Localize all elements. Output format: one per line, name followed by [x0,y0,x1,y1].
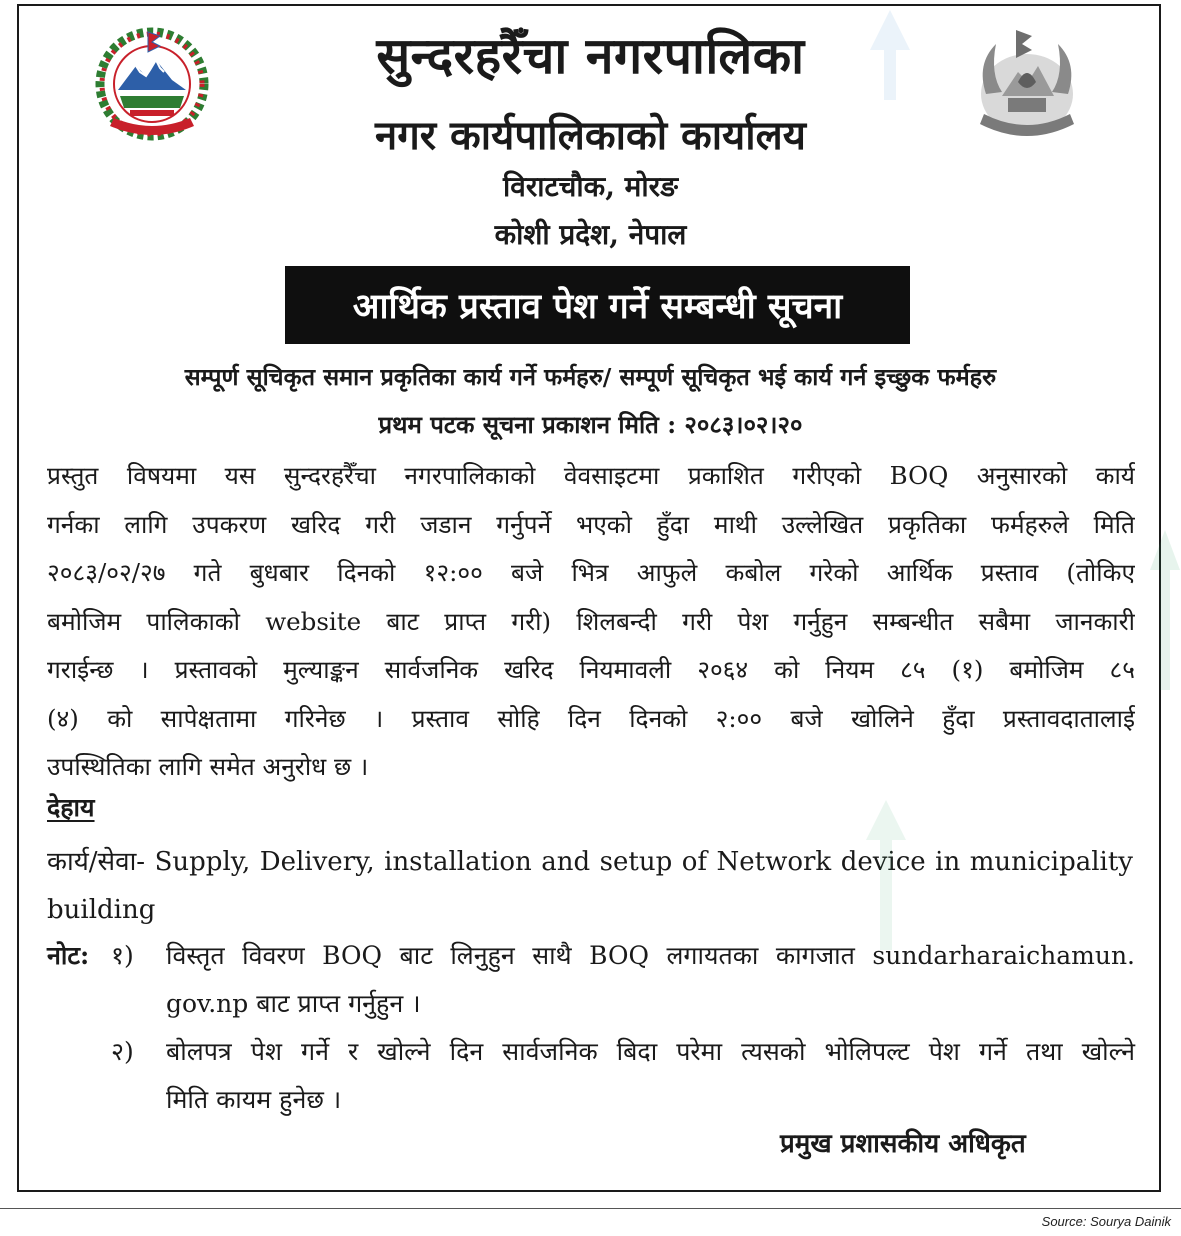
body-line: (४) को सापेक्षतामा गरिनेछ । प्रस्ताव सोहि दिन दिनको २:०० बजे खोलिने हुँदा प्रस्तावदातालाई [47,703,1135,733]
notice-body [47,452,1135,792]
body-line: उपस्थितिका लागि समेत अनुरोध छ । [47,752,369,781]
body-line: गराईन्छ । प्रस्तावको मुल्याङ्कन सार्वजनिक खरिद नियमावली २०६४ को नियम ८५ (१) बमोजिम ८५ [47,655,1135,684]
note-text [166,932,1135,1028]
source-credit: Source: Sourya Dainik [1041,1214,1171,1229]
schedule-heading: देहाय [47,793,95,822]
footer-divider [0,1208,1181,1209]
notes-section [47,932,1135,1124]
note-text [166,1028,1135,1124]
note-line: बोलपत्र पेश गर्ने र खोल्ने दिन सार्वजनिक बिदा परेमा त्यसको भोलिपल्ट पेश गर्ने तथा खोल्ने [166,1037,1135,1066]
municipality-name: सुन्दरहरैँचा नगरपालिका [376,26,805,85]
work-description [47,838,1133,934]
note-number: २) [111,1037,134,1066]
note-number: १) [111,941,134,970]
office-name: नगर कार्यपालिकाको कार्यालय [375,112,806,159]
note-line: विस्तृत विवरण BOQ बाट लिनुहुन साथै BOQ लगायतका कागजात sundarharaichamun. [166,941,1135,970]
notice-title: आर्थिक प्रस्ताव पेश गर्ने सम्बन्धी सूचना [285,266,910,344]
body-line: गर्नका लागि उपकरण खरिद गरी जडान गर्नुपर्ने भएको हुँदा माथी उल्लेखित प्रकृतिका फर्महरुले मिति [47,509,1135,539]
publication-date: प्रथम पटक सूचना प्रकाशन मिति : २०८३।०२।२० [378,410,803,439]
note-line: मिति कायम हुनेछ । [166,1085,342,1114]
address-line-2: कोशी प्रदेश, नेपाल [494,218,687,251]
addressee-line: सम्पूर्ण सूचिकृत समान प्रकृतिका कार्य गर्ने फर्महरु/ सम्पूर्ण सूचिकृत भई कार्य गर्न इच्छुक फर्महरु [184,363,997,391]
body-line: २०८३/०२/२७ गते बुधबार दिनको १२:०० बजे भित्र आफुले कबोल गरेको आर्थिक प्रस्ताव (तोकिए [47,558,1135,587]
work-line: कार्य/सेवा- Supply, Delivery, installation and setup of Network device in municipality [47,847,1133,877]
notes-label: नोट: [47,941,90,970]
address-line-1: विराटचौक, मोरङ [503,170,678,203]
note-line: gov.np बाट प्राप्त गर्नुहुन । [166,989,421,1018]
signatory-title: प्रमुख प्रशासकीय अधिकृत [780,1129,1026,1159]
note-item [47,1028,1135,1124]
note-item [47,932,1135,1028]
work-line: building [47,895,156,925]
body-line: प्रस्तुत विषयमा यस सुन्दरहरैँचा नगरपालिकाको वेवसाइटमा प्रकाशित गरीएको BOQ अनुसारको कार्य [47,461,1135,490]
body-line: बमोजिम पालिकाको website बाट प्राप्त गरी) शिलबन्दी गरी पेश गर्नुहुन सम्बन्धीत सबैमा जानकारी [47,606,1135,636]
